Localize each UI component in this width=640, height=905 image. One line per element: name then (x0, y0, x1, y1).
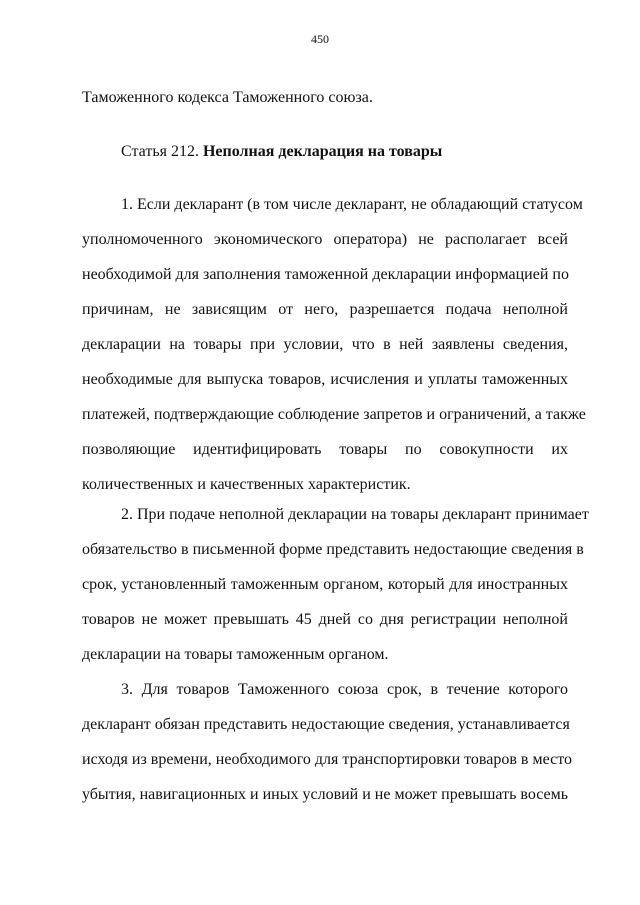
article-label: Статья 212. (121, 143, 199, 160)
text-line: платежей, подтверждающие соблюдение запретов и ограничений, а также (82, 406, 586, 423)
text-line: 2. При подаче неполной декларации на товары декларант принимает (121, 506, 589, 523)
text-line: необходимой для заполнения таможенной декларации информацией по (82, 266, 569, 283)
intro-text (82, 80, 568, 115)
text-line: срок, установленный таможенным органом, который для иностранных (82, 576, 568, 593)
text-line: причинам, не зависящим от него, разрешается подача неполной (82, 301, 568, 318)
text-line: обязательство в письменной форме представить недостающие сведения в (82, 541, 584, 558)
article-title: Неполная декларация на товары (202, 143, 443, 160)
text-line: Таможенного кодекса Таможенного союза. (82, 89, 373, 106)
text-line: 1. Если декларант (в том числе декларант, не обладающий статусом (121, 196, 583, 213)
text-line: товаров не может превышать 45 дней со дня регистрации неполной (82, 611, 568, 628)
text-line: декларант обязан представить недостающие сведения, устанавливается (82, 716, 570, 733)
page-number: 450 (311, 32, 329, 46)
paragraph-3 (82, 672, 572, 812)
text-line: исходя из времени, необходимого для транспортировки товаров в место (82, 751, 572, 768)
article-heading (82, 134, 568, 169)
text-line: количественных и качественных характеристик. (82, 476, 411, 493)
paragraph-1 (82, 187, 586, 502)
paragraph-2 (82, 497, 589, 672)
text-line: декларации на товары таможенным органом. (82, 646, 389, 663)
text-line: позволяющие идентифицировать товары по совокупности их (82, 441, 568, 458)
text-line: 3. Для товаров Таможенного союза срок, в течение которого (121, 681, 568, 698)
text-line: уполномоченного экономического оператора) не располагает всей (82, 231, 568, 248)
article-heading-line (82, 134, 568, 169)
text-line: необходимые для выпуска товаров, исчисления и уплаты таможенных (82, 371, 568, 388)
text-line: декларации на товары при условии, что в ней заявлены сведения, (82, 336, 568, 353)
text-line: убытия, навигационных и иных условий и не может превышать восемь (82, 786, 569, 803)
